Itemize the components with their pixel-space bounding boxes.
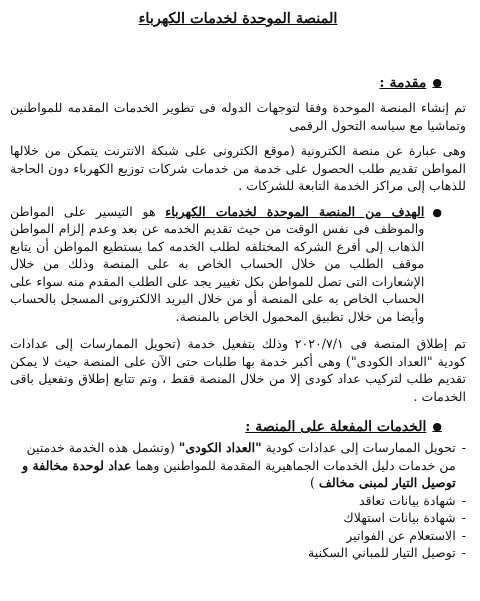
- launch-paragraph: تم إطلاق المنصة فى ٢٠٢٠/٧/١ وذلك بتفعيل خدمة (تحويل الممارسات إلى عدادات كودية "العداد الكودى") وهى أكبر خدمة بها طلبات حتى الآن على المنصة حيث لا يمكن تقديم طلب لتركيب عداد كودى إلا من خلال المنصة فقط ، وتم تتابع إطلاق وتفعيل باقى الخدمات .: [10, 336, 466, 404]
- intro-paragraph-2: وهى عبارة عن منصة الكترونية (موقع الكترونى على شبكة الانترنت يتمكن من خلالها المواطن تقديم طلب الحصول على خدمة من خدمات شركات توزيع الكهرباء دون الحاجة للذهاب إلى مراكز الخدمة التابعة للشركات .: [10, 143, 466, 193]
- goal-text: هو التيسير على المواطن والموظف فى نفس الوقت من حيث تقديم الخدمه عن بعد وعدم إلزام المواطن الذهاب إلى أفرع الشركه المختلفه لطلب الخدمه كما يستطيع المواطن أن يتابع موقف الطلب من خلال الحساب الخاص به على المنصة وذلك من خلال الإشعارات التى تصل للمواطن بكل تغيير يجد على الطلب المقدم منه سواء على الحساب الخاص به على المنصة أو من خلال البريد الالكترونى المسجل بالحساب وأيضا من خلال تطبيق المحمول الخاص بالمنصة.: [10, 203, 425, 324]
- dash-icon: -: [461, 510, 466, 525]
- intro-paragraph-1: تم إنشاء المنصة الموحدة وفقا لتوجهات الدوله فى تطوير الخدمات المقدمه للمواطنين وتماشيا مع سياسه التحول الرقمى: [10, 100, 466, 133]
- list-item: [10, 527, 466, 545]
- service-item: توصيل التيار للمباني السكنية: [308, 545, 456, 560]
- services-heading-row: [10, 417, 466, 437]
- service-item-1-part-a: تحويل الممارسات إلى عدادات كودية: [261, 440, 456, 455]
- goal-block: [10, 203, 466, 326]
- list-item: [10, 492, 466, 510]
- service-item-1: [10, 439, 456, 492]
- goal-paragraph: [10, 203, 424, 326]
- bullet-icon: ●: [432, 420, 442, 433]
- list-item: [10, 544, 466, 562]
- service-item: الاستعلام عن الفواتير: [346, 527, 456, 543]
- bullet-icon: ●: [432, 205, 442, 219]
- service-item: شهادة بيانات استهلاك: [343, 510, 456, 525]
- dash-icon: -: [461, 545, 466, 560]
- service-item: شهادة بيانات تعاقد: [358, 492, 456, 508]
- list-item: [10, 509, 466, 527]
- document-title: المنصة الموحدة لخدمات الكهرباء: [138, 10, 338, 27]
- dash-icon: -: [461, 492, 466, 508]
- services-heading: الخدمات المفعلة على المنصة :: [245, 419, 427, 435]
- service-item-1-part-b: "العداد الكودى": [178, 440, 262, 455]
- service-item-1-part-c: (وتشمل هذه الخدمة خدمتين من خدمات دليل الخدمات الجماهيرية المقدمة للمواطنين وهما: [26, 440, 456, 473]
- dash-icon: -: [461, 527, 466, 543]
- goal-lead: الهدف من المنصة الموحدة لخدمات الكهرباء: [165, 203, 425, 219]
- list-item: [10, 439, 466, 492]
- bullet-icon: ●: [432, 76, 442, 89]
- dash-icon: -: [461, 440, 466, 455]
- intro-heading-row: [10, 73, 466, 93]
- services-list: [10, 439, 466, 562]
- service-item-1-part-d: عداد لوحدة مخالفة و توصيل التيار لمبنى مخالف: [22, 457, 456, 490]
- intro-heading: مقدمة :: [379, 75, 427, 91]
- service-item-1-part-e: ): [309, 475, 319, 490]
